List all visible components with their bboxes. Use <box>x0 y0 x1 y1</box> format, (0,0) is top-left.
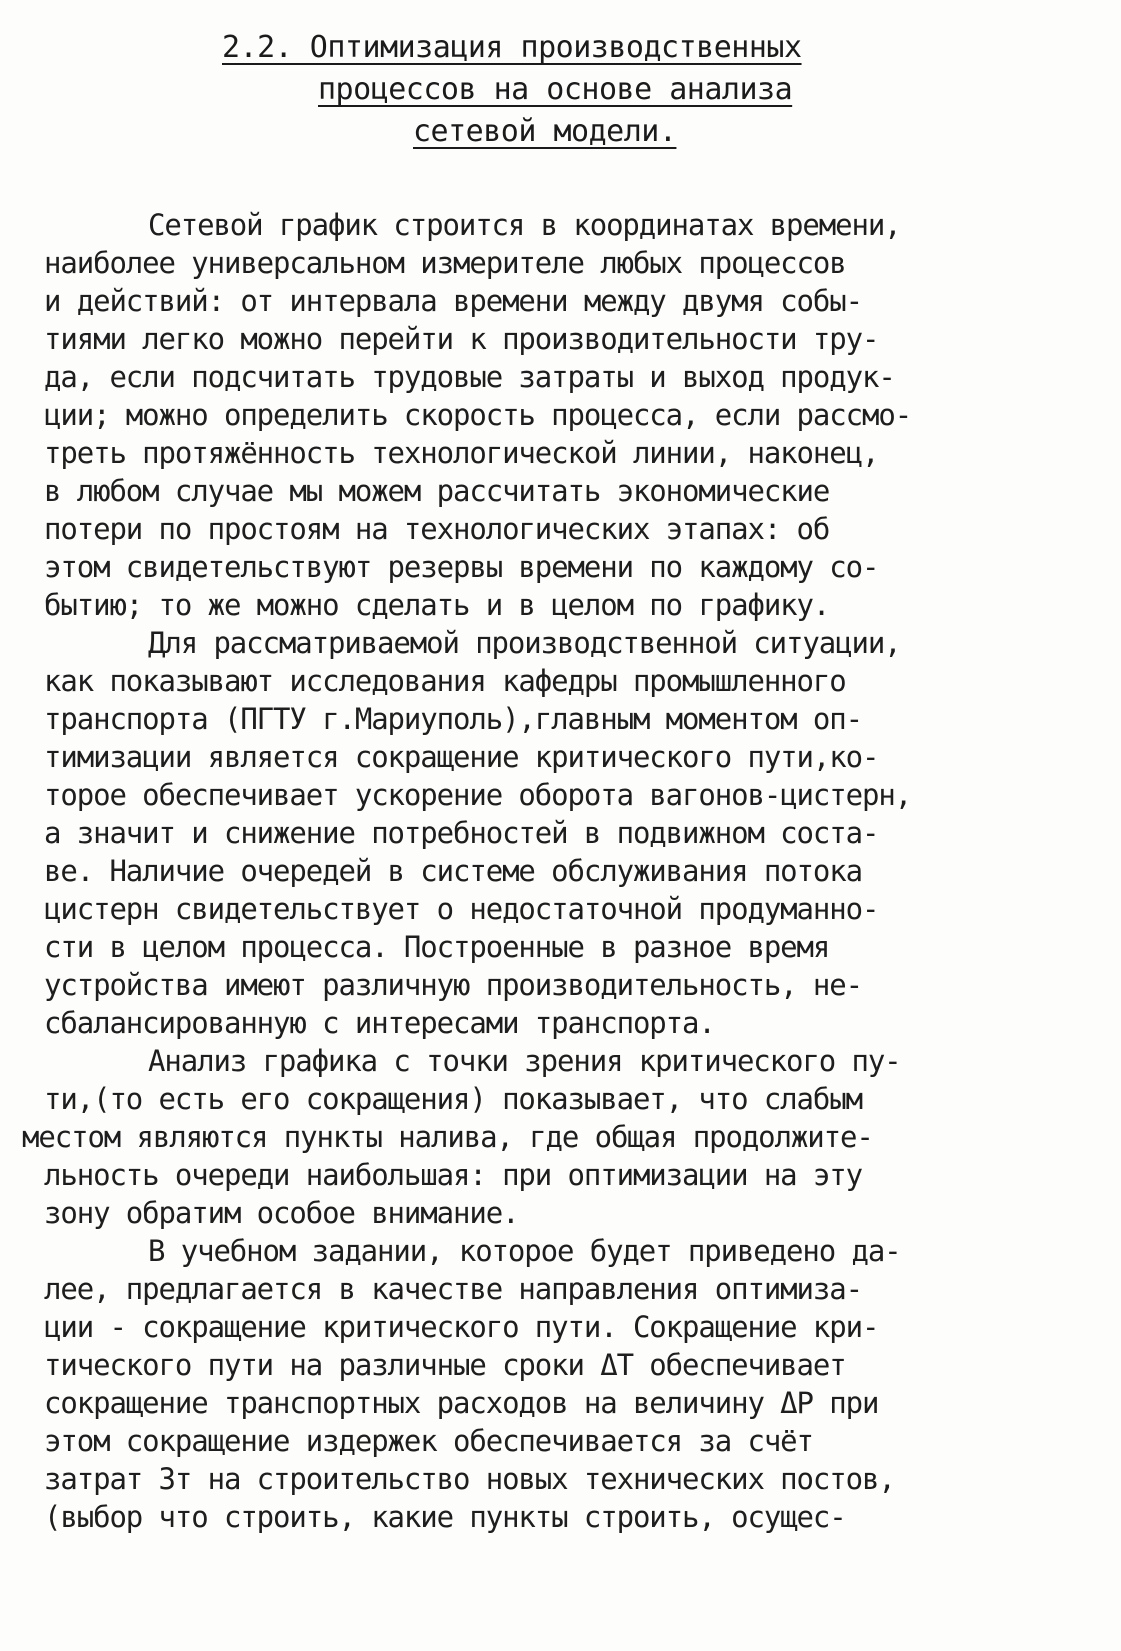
text-line: ти,(то есть его сокращения) показывает, что слабым <box>44 1082 862 1116</box>
heading-line-3: сетевой модели. <box>413 114 677 149</box>
text-line: Сетевой график строится в координатах времени, <box>148 208 901 242</box>
text-line: льность очереди наибольшая: при оптимизации на эту <box>44 1158 862 1192</box>
text-line: тимизации является сокращение критического пути,ко- <box>44 740 879 774</box>
text-line: Анализ графика с точки зрения критического пу- <box>148 1044 901 1078</box>
text-line: бытию; то же можно сделать и в целом по графику. <box>44 588 830 622</box>
text-line: да, если подсчитать трудовые затраты и выход продук- <box>44 360 895 394</box>
text-line: треть протяжённость технологической линии, наконец, <box>44 436 879 470</box>
text-line: тиями легко можно перейти к производительности тру- <box>44 322 879 356</box>
text-line: лее, предлагается в качестве направления оптимиза- <box>44 1272 862 1306</box>
text-line: и действий: от интервала времени между двумя собы- <box>44 284 862 318</box>
text-line: как показывают исследования кафедры промышленного <box>44 664 846 698</box>
text-line: сбалансированную с интересами транспорта. <box>44 1006 715 1040</box>
text-line: в любом случае мы можем рассчитать экономические <box>44 474 830 508</box>
text-line: цистерн свидетельствует о недостаточной продуманно- <box>44 892 879 926</box>
text-line: этом сокращение издержек обеспечивается за счёт <box>44 1424 813 1458</box>
text-line: а значит и снижение потребностей в подвижном соста- <box>44 816 879 850</box>
text-line: ции; можно определить скорость процесса, если рассмо- <box>44 398 912 432</box>
text-line: сокращение транспортных расходов на величину ΔР при <box>44 1386 879 1420</box>
text-line: наиболее универсальном измерителе любых процессов <box>44 246 846 280</box>
text-line: этом свидетельствуют резервы времени по каждому со- <box>44 550 879 584</box>
text-line: Для рассматриваемой производственной ситуации, <box>148 626 901 660</box>
text-line: В учебном задании, которое будет приведено да- <box>148 1234 901 1268</box>
text-line: местом являются пункты налива, где общая продолжите- <box>22 1120 873 1154</box>
heading-line-2: процессов на основе анализа <box>318 72 793 107</box>
text-line: потери по простоям на технологических этапах: об <box>44 512 830 546</box>
text-line: транспорта (ПГТУ г.Мариуполь),главным моментом оп- <box>44 702 862 736</box>
text-line: затрат Зт на строительство новых технических постов, <box>44 1462 895 1496</box>
heading-line-1: 2.2. Оптимизация производственных <box>222 30 802 65</box>
text-line: сти в целом процесса. Построенные в разное время <box>44 930 830 964</box>
text-line: ции - сокращение критического пути. Сокращение кри- <box>44 1310 879 1344</box>
text-line: торое обеспечивает ускорение оборота вагонов-цистерн, <box>44 778 912 812</box>
text-line: тического пути на различные сроки ΔТ обеспечивает <box>44 1348 846 1382</box>
text-line: ве. Наличие очередей в системе обслуживания потока <box>44 854 862 888</box>
text-line: зону обратим особое внимание. <box>44 1196 519 1230</box>
text-line: (выбор что строить, какие пункты строить, осущес- <box>44 1500 846 1534</box>
text-line: устройства имеют различную производительность, не- <box>44 968 862 1002</box>
